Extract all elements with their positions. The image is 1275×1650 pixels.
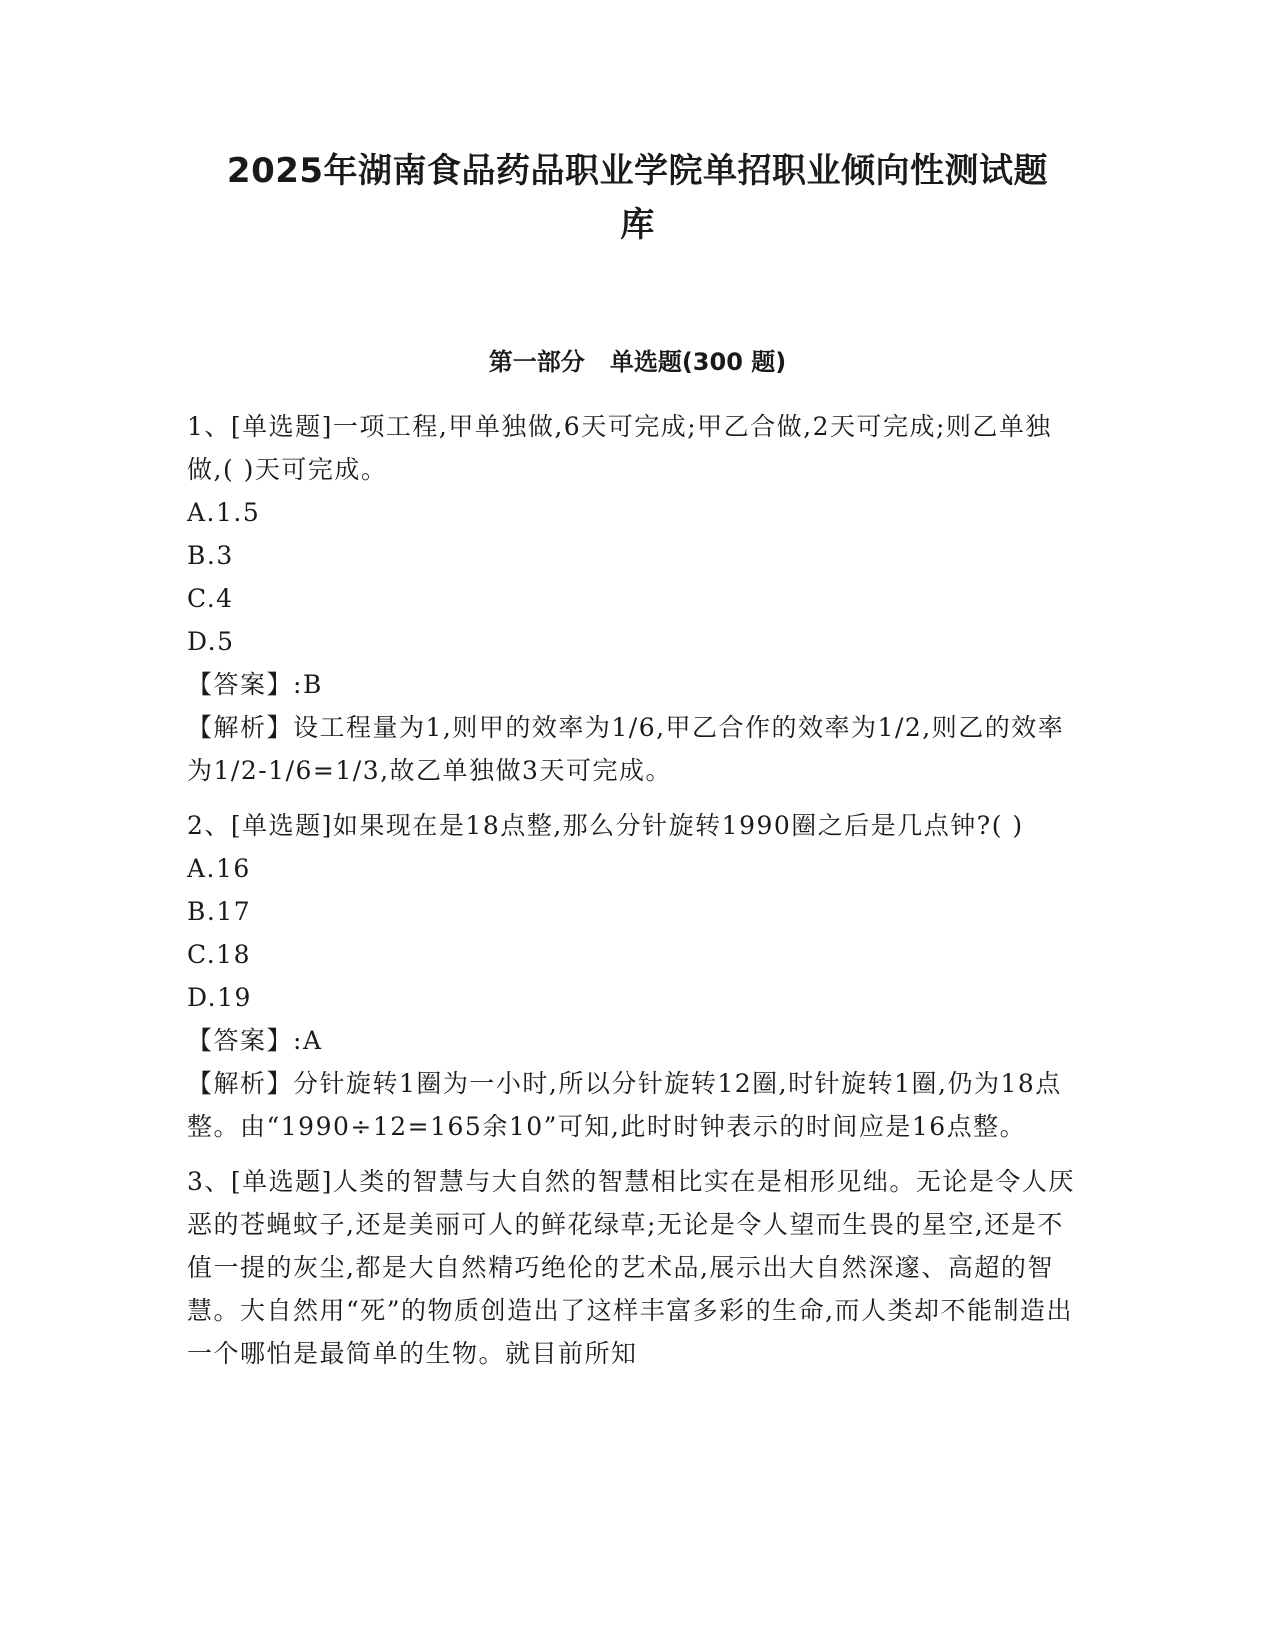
analysis-line — [187, 706, 1087, 792]
question-2 — [187, 804, 1087, 1148]
analysis-line — [187, 1062, 1087, 1148]
answer-line — [187, 1019, 1087, 1062]
option-b: B.3 — [187, 541, 234, 570]
question-stem: 1、[单选题]一项工程,甲单独做,6天可完成;甲乙合做,2天可完成;则乙单独做,( )天可完成。 — [187, 412, 1052, 484]
option-c: C.18 — [187, 940, 251, 969]
analysis-label: 【解析】 — [187, 1069, 294, 1098]
answer-label: 【答案】 — [187, 1026, 294, 1055]
analysis-text: 设工程量为1,则甲的效率为1/6,甲乙合作的效率为1/2,则乙的效率为1/2-1/6=1/3,故乙单独做3天可完成。 — [187, 713, 1065, 785]
question-stem: 2、[单选题]如果现在是18点整,那么分针旋转1990圈之后是几点钟?( ) — [187, 811, 1024, 840]
document-title-line1: 2025年湖南食品药品职业学院单招职业倾向性测试题 — [226, 151, 1049, 191]
document-title — [160, 144, 1115, 252]
option-c: C.4 — [187, 584, 234, 613]
option-d: D.5 — [187, 627, 235, 656]
question-stem: 3、[单选题]人类的智慧与大自然的智慧相比实在是相形见绌。无论是令人厌恶的苍蝇蚊子,还是美丽可人的鲜花绿草;无论是令人望而生畏的星空,还是不值一提的灰尘,都是大自然精巧绝伦的艺术品,展示出大自然深邃、高超的智慧。大自然用“死”的物质创造出了这样丰富多彩的生命,而人类却不能制造出一个哪怕是最简单的生物。就目前所知 — [187, 1167, 1075, 1368]
answer-line — [187, 663, 1087, 706]
answer-value: :A — [293, 1026, 323, 1055]
option-a: A.1.5 — [187, 498, 261, 527]
section-title: 第一部分 单选题(300 题) — [488, 348, 787, 376]
option-a: A.16 — [187, 854, 251, 883]
option-d: D.19 — [187, 983, 252, 1012]
analysis-label: 【解析】 — [187, 713, 294, 742]
answer-value: :B — [293, 670, 323, 699]
question-list — [187, 405, 1087, 1387]
question-1 — [187, 405, 1087, 792]
analysis-text: 分针旋转1圈为一小时,所以分针旋转12圈,时针旋转1圈,仍为18点整。由“1990÷12=165余10”可知,此时时钟表示的时间应是16点整。 — [187, 1069, 1062, 1141]
option-b: B.17 — [187, 897, 252, 926]
document-title-line2: 库 — [620, 205, 655, 245]
answer-label: 【答案】 — [187, 670, 294, 699]
question-3 — [187, 1160, 1087, 1375]
